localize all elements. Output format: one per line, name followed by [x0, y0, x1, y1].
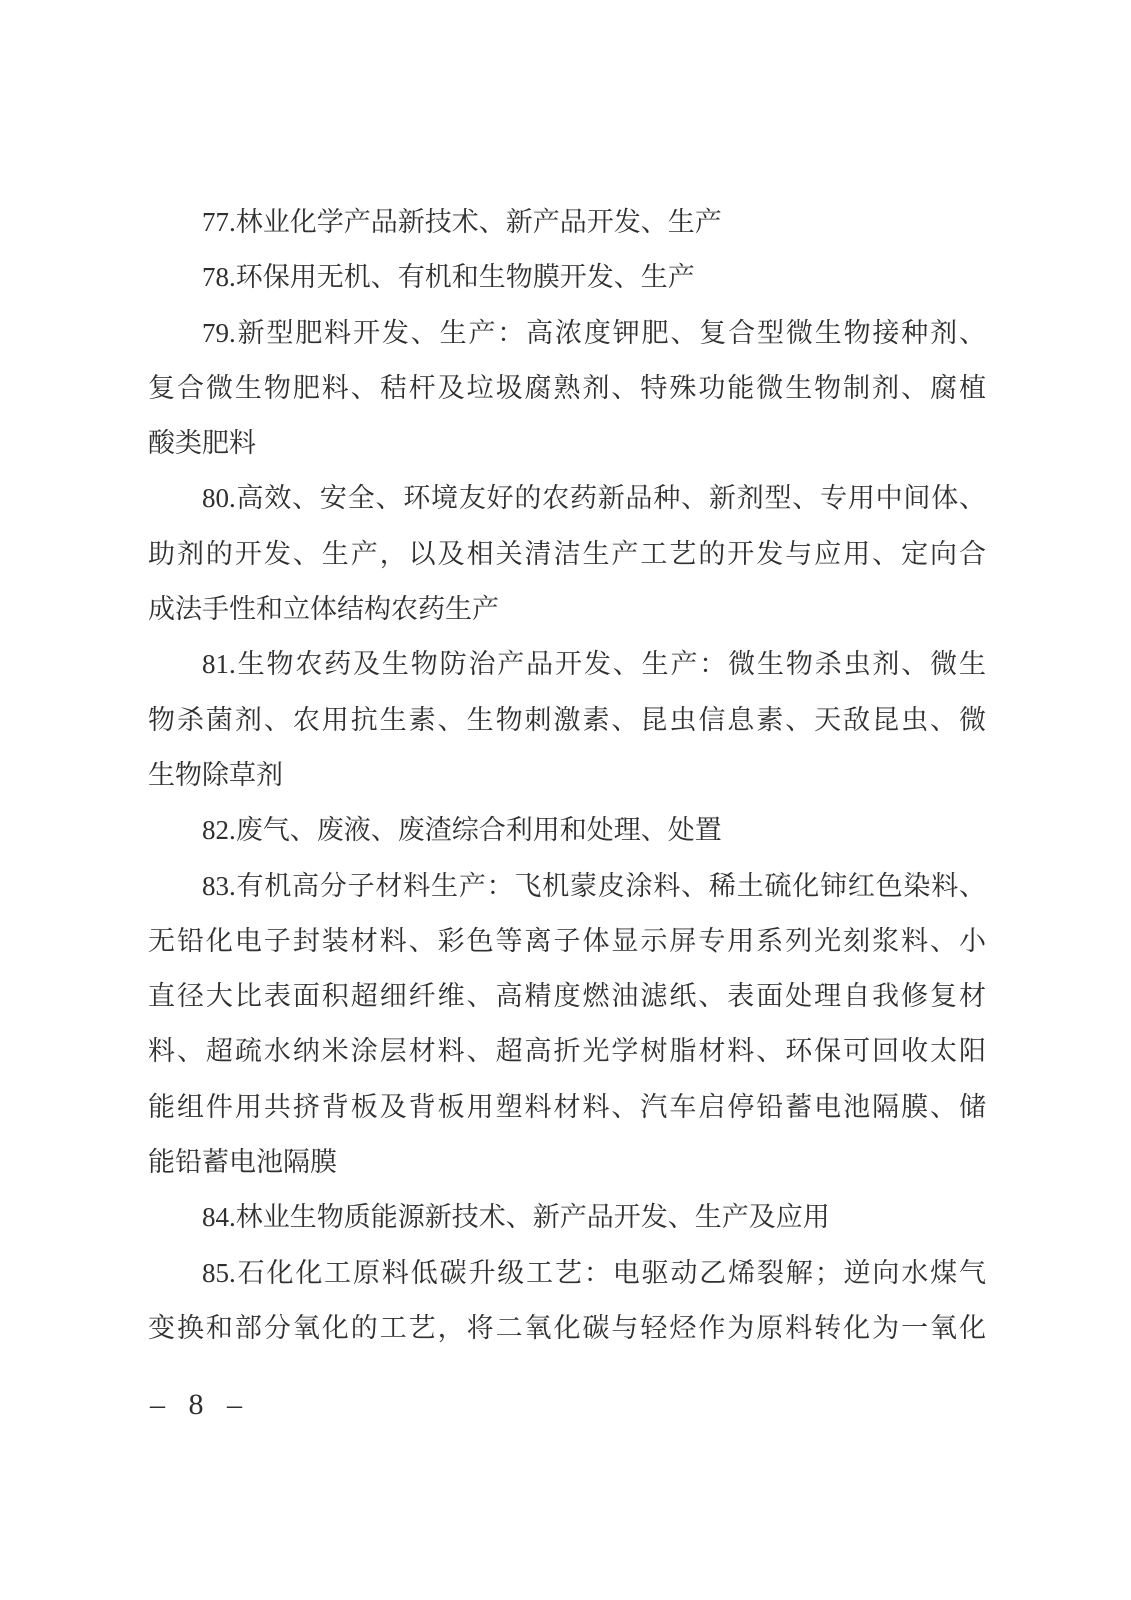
- numbered-item: [148, 471, 986, 637]
- document-line: 82.废气、废液、废渣综合利用和处理、处置: [202, 815, 722, 846]
- document-body: [148, 195, 986, 1356]
- document-line: 生物除草剂: [148, 759, 283, 790]
- document-line: 直径大比表面积超细纤维、高精度燃油滤纸、表面处理自我修复材: [148, 981, 986, 1012]
- document-line: 无铅化电子封装材料、彩色等离子体显示屏专用系列光刻浆料、小: [148, 925, 986, 956]
- document-line: 79.新型肥料开发、生产：高浓度钾肥、复合型微生物接种剂、: [202, 317, 986, 348]
- document-line: 能组件用共挤背板及背板用塑料材料、汽车启停铅蓄电池隔膜、储: [148, 1091, 986, 1122]
- numbered-item: [148, 1190, 986, 1245]
- numbered-item: [148, 637, 986, 803]
- document-line: 85.石化化工原料低碳升级工艺：电驱动乙烯裂解；逆向水煤气: [202, 1257, 986, 1288]
- document-line: 83.有机高分子材料生产：飞机蒙皮涂料、稀土硫化铈红色染料、: [202, 870, 986, 901]
- document-line: 77.林业化学产品新技术、新产品开发、生产: [202, 207, 722, 237]
- document-line: 84.林业生物质能源新技术、新产品开发、生产及应用: [202, 1202, 830, 1233]
- document-line: 料、超疏水纳米涂层材料、超高折光学树脂材料、环保可回收太阳: [148, 1036, 986, 1067]
- numbered-item: [148, 250, 986, 305]
- document-line: 81.生物农药及生物防治产品开发、生产：微生物杀虫剂、微生: [202, 649, 986, 680]
- numbered-item: [148, 803, 986, 858]
- document-line: 78.环保用无机、有机和生物膜开发、生产: [202, 262, 695, 293]
- document-line: 酸类肥料: [148, 428, 256, 459]
- document-line: 变换和部分氧化的工艺，将二氧化碳与轻烃作为原料转化为一氧化: [148, 1312, 986, 1343]
- page-number: – 8 –: [150, 1388, 250, 1421]
- document-line: 复合微生物肥料、秸杆及垃圾腐熟剂、特殊功能微生物制剂、腐植: [148, 372, 986, 403]
- numbered-item: [148, 306, 986, 472]
- document-line: 助剂的开发、生产，以及相关清洁生产工艺的开发与应用、定向合: [148, 538, 986, 569]
- document-line: 能铅蓄电池隔膜: [148, 1147, 337, 1178]
- numbered-item: [148, 1246, 986, 1357]
- numbered-item: [148, 859, 986, 1191]
- document-line: 物杀菌剂、农用抗生素、生物刺激素、昆虫信息素、天敌昆虫、微: [148, 704, 986, 735]
- document-line: 成法手性和立体结构农药生产: [148, 594, 499, 625]
- document-line: 80.高效、安全、环境友好的农药新品种、新剂型、专用中间体、: [202, 483, 986, 514]
- numbered-item: [148, 195, 986, 250]
